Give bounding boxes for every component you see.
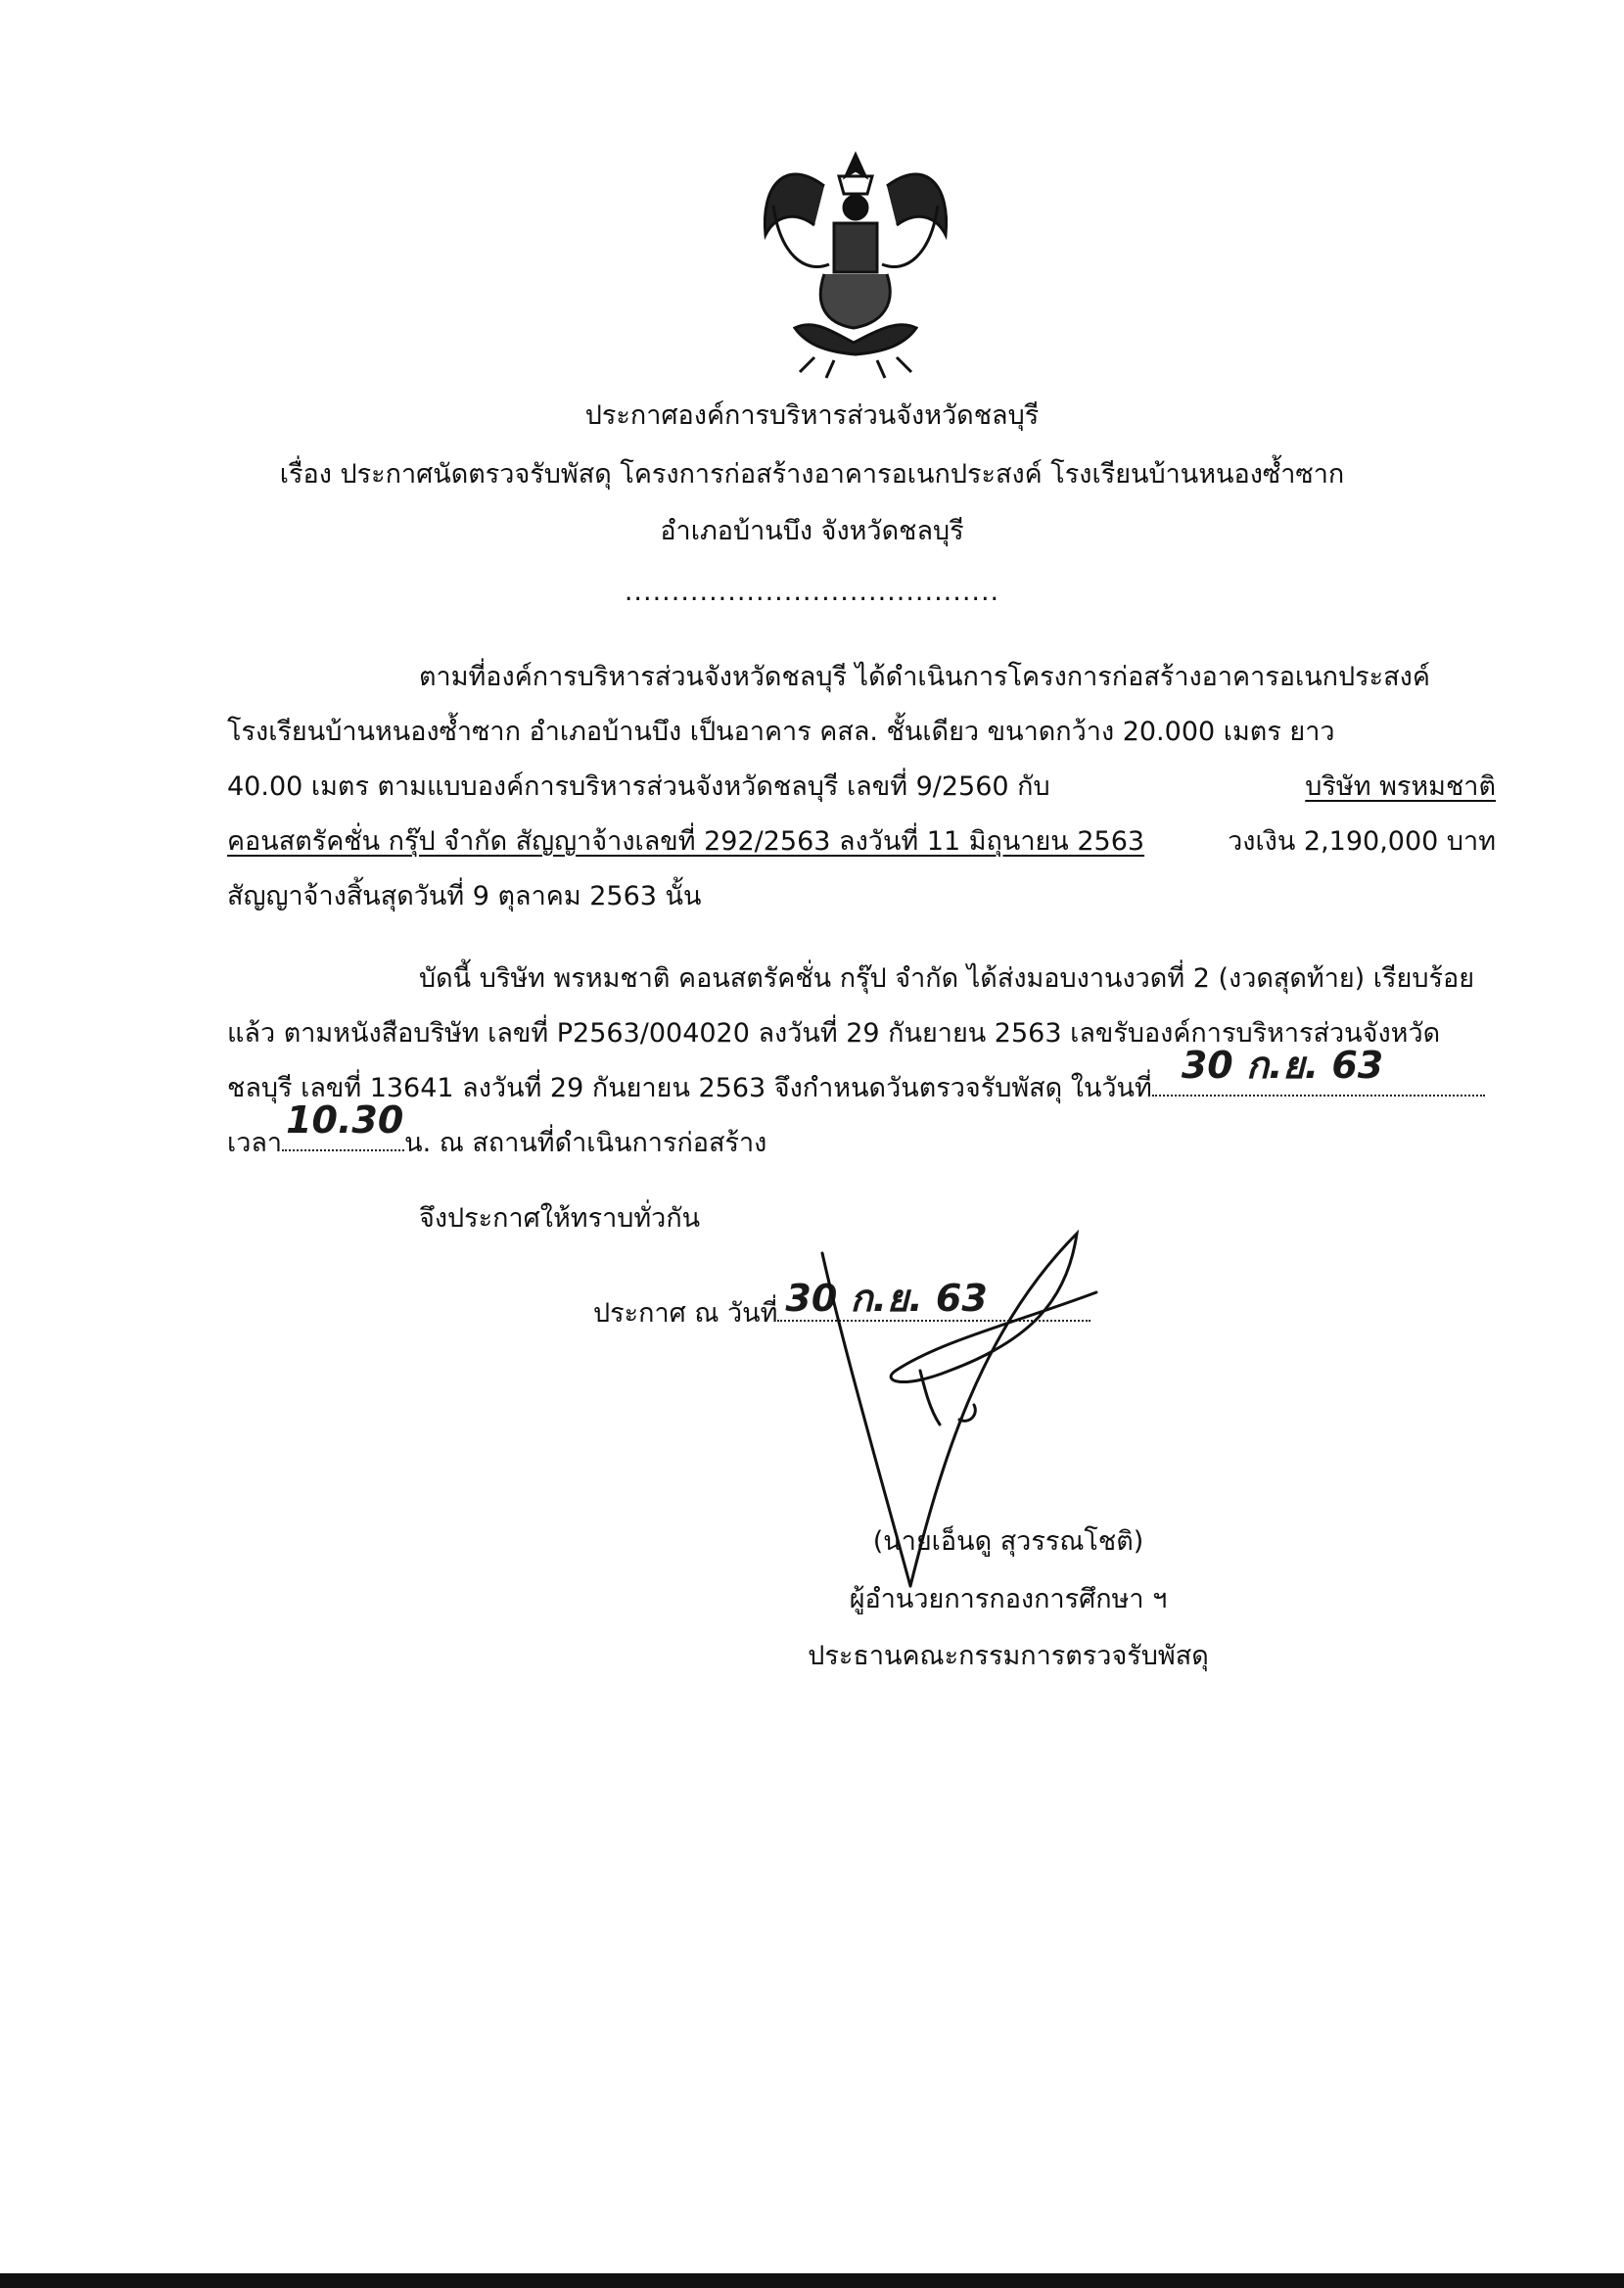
paragraph-line — [227, 1098, 1496, 1171]
handwritten-announcement-date: 30 ก.ย. 63 — [785, 1277, 988, 1320]
contractor-name: บริษัท พรหมชาติ — [1305, 771, 1496, 802]
signer-position: ผู้อำนวยการกองการศึกษา ฯ — [849, 1584, 1168, 1614]
paragraph-text: ชลบุรี เลขที่ 13641 ลงวันที่ 29 กันยายน 2563 จึงกำหนดวันตรวจรับพัสดุ ในวันที่ — [227, 1073, 1152, 1103]
paragraph-text: 40.00 เมตร ตามแบบองค์การบริหารส่วนจังหวัดชลบุรี เลขที่ 9/2560 กับ — [227, 771, 1050, 802]
paragraph-text: น. ณ สถานที่ดำเนินการก่อสร้าง — [404, 1128, 767, 1158]
signer-role: ประธานคณะกรรมการตรวจรับพัสดุ — [808, 1641, 1209, 1671]
document-subject: เรื่อง ประกาศนัดตรวจรับพัสดุ โครงการก่อสร้างอาคารอเนกประสงค์ โรงเรียนบ้านหนองซ้ำซาก — [279, 459, 1345, 490]
handwritten-inspection-date: 30 ก.ย. 63 — [1181, 1044, 1384, 1087]
paragraph-line: ตามที่องค์การบริหารส่วนจังหวัดชลบุรี ได้ดำเนินการโครงการก่อสร้างอาคารอเนกประสงค์ — [419, 662, 1430, 692]
inspection-time-field — [282, 1098, 404, 1151]
announcement-date-label: ประกาศ ณ วันที่ — [593, 1298, 778, 1329]
contract-amount: วงเงิน 2,190,000 บาท — [1228, 826, 1496, 857]
time-label: เวลา — [227, 1128, 283, 1158]
title-separator: ........................................ — [624, 577, 1000, 607]
paragraph-inspection-notice — [227, 952, 1496, 1171]
paragraph-line — [227, 815, 1496, 869]
signer-name: (นายเอ็นดู สุวรรณโชติ) — [872, 1526, 1144, 1557]
document-title: ประกาศองค์การบริหารส่วนจังหวัดชลบุรี — [584, 400, 1040, 431]
paragraph-line: โรงเรียนบ้านหนองซ้ำซาก อำเภอบ้านบึง เป็นอาคาร คสล. ชั้นเดียว ขนาดกว้าง 20.000 เมตร ยาว — [227, 717, 1335, 747]
paragraph-line: สัญญาจ้างสิ้นสุดวันที่ 9 ตุลาคม 2563 นั้น — [227, 881, 702, 911]
paragraph-line: บัดนี้ บริษัท พรหมชาติ คอนสตรัคชั่น กรุ๊ป จำกัด ได้ส่งมอบงานงวดที่ 2 (งวดสุดท้าย) เรียบร้อย — [419, 963, 1475, 994]
contract-reference: คอนสตรัคชั่น กรุ๊ป จำกัด สัญญาจ้างเลขที่ 292/2563 ลงวันที่ 11 มิถุนายน 2563 — [227, 826, 1145, 857]
garuda-emblem-icon — [756, 147, 956, 382]
inspection-date-field — [1152, 1044, 1485, 1097]
handwritten-inspection-time: 10.30 — [286, 1098, 404, 1142]
paragraph-line: แล้ว ตามหนังสือบริษัท เลขที่ P2563/004020 ลงวันที่ 29 กันยายน 2563 เลขรับองค์การบริหารส่วนจังหวัด — [227, 1018, 1441, 1049]
paragraph-line — [227, 1044, 1496, 1116]
paragraph-line — [227, 760, 1496, 815]
scan-border — [0, 2273, 1624, 2288]
document-district: อำเภอบ้านบึง จังหวัดชลบุรี — [660, 516, 964, 546]
closing-statement: จึงประกาศให้ทราบทั่วกัน — [419, 1203, 701, 1234]
paragraph-project-details — [227, 650, 1496, 924]
